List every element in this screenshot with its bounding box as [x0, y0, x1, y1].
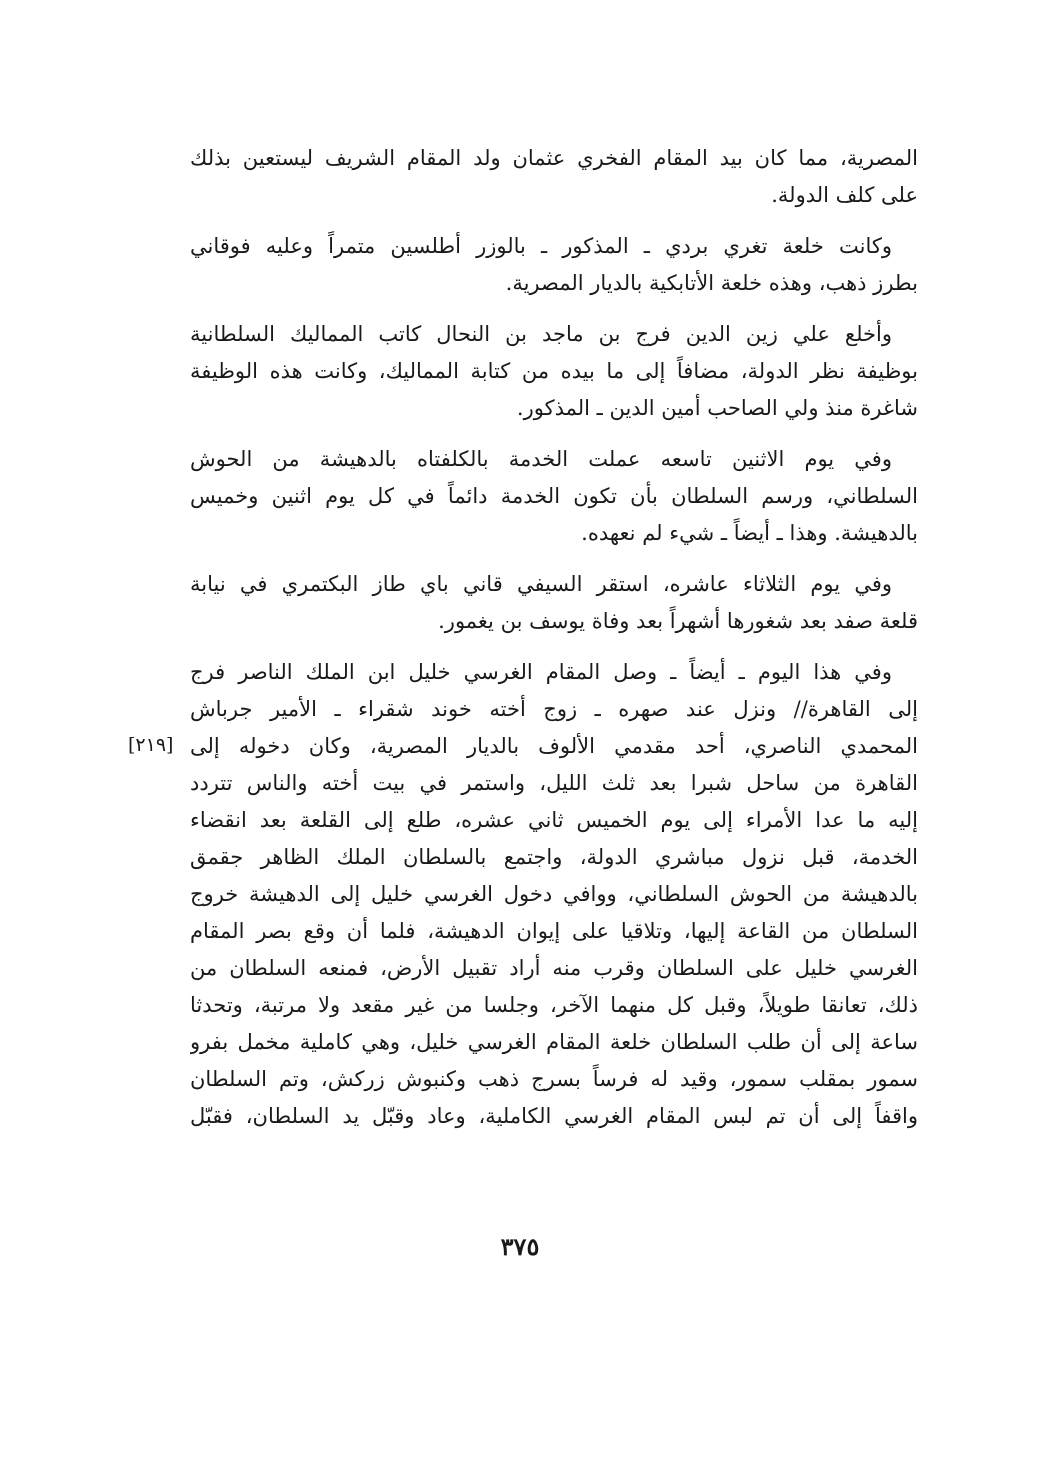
text-line: على كلف الدولة.: [771, 183, 918, 207]
text-line: بطرز ذهب، وهذه خلعة الأتابكية بالديار المصرية.: [505, 271, 918, 295]
paragraph-3: [190, 316, 918, 427]
text-line: وأخلع علي زين الدين فرج بن ماجد بن النحال كاتب المماليك السلطانية: [190, 322, 892, 346]
text-line: وفي يوم الثلاثاء عاشره، استقر السيفي قاني باي طاز البكتمري في نيابة: [190, 572, 892, 596]
paragraph-6: [190, 654, 918, 1135]
paragraph-1: [190, 140, 918, 214]
text-line: شاغرة منذ ولي الصاحب أمين الدين ـ المذكور.: [516, 396, 918, 420]
text-line: ذلك، تعانقا طويلاً، وقبل كل منهما الآخر، وجلسا من غير مقعد ولا مرتبة، وتحدثا: [190, 993, 918, 1017]
text-line: سمور بمقلب سمور، وقيد له فرساً بسرج ذهب وكنبوش زركش، وتم السلطان: [190, 1067, 918, 1091]
text-line: إلى القاهرة// ونزل عند صهره ـ زوج أخته خوند شقراء ـ الأمير جرباش: [190, 697, 918, 721]
text-line: المصرية، مما كان بيد المقام الفخري عثمان ولد المقام الشريف ليستعين بذلك: [190, 146, 918, 170]
text-line: الخدمة، قبل نزول مباشري الدولة، واجتمع بالسلطان الملك الظاهر جقمق: [190, 845, 918, 869]
text-line: السلطان من القاعة إليها، وتلاقيا على إيوان الدهيشة، فلما أن وقع بصر المقام: [190, 919, 918, 943]
text-line: بوظيفة نظر الدولة، مضافاً إلى ما بيده من كتابة المماليك، وكانت هذه الوظيفة: [190, 359, 918, 383]
text-line: الغرسي خليل على السلطان وقرب منه أراد تقبيل الأرض، فمنعه السلطان من: [190, 956, 918, 980]
main-text: [190, 140, 918, 1149]
paragraph-2: [190, 228, 918, 302]
text-line: قلعة صفد بعد شغورها أشهراً بعد وفاة يوسف بن يغمور.: [438, 609, 918, 633]
text-line: ساعة إلى أن طلب السلطان خلعة المقام الغرسي خليل، وهي كاملية مخمل بفرو: [190, 1030, 918, 1054]
page-number: ٣٧٥: [500, 1232, 540, 1261]
text-line: وفي يوم الاثنين تاسعه عملت الخدمة بالكلفتاه بالدهيشة من الحوش: [190, 447, 892, 471]
text-line: واقفاً إلى أن تم لبس المقام الغرسي الكاملية، وعاد وقبّل يد السلطان، فقبّل: [190, 1104, 918, 1128]
text-line: القاهرة من ساحل شبرا بعد ثلث الليل، واستمر في بيت أخته والناس تتردد: [190, 771, 918, 795]
text-line: بالدهيشة. وهذا ـ أيضاً ـ شيء لم نعهده.: [581, 521, 918, 545]
paragraph-4: [190, 441, 918, 552]
text-line: إليه ما عدا الأمراء إلى يوم الخميس ثاني عشره، طلع إلى القلعة بعد انقضاء: [190, 808, 918, 832]
text-line: وفي هذا اليوم ـ أيضاً ـ وصل المقام الغرسي خليل ابن الملك الناصر فرج: [190, 660, 892, 684]
text-line: السلطاني، ورسم السلطان بأن تكون الخدمة دائماً في كل يوم اثنين وخميس: [190, 484, 918, 508]
paragraph-5: [190, 566, 918, 640]
margin-folio-note: [٢١٩]: [128, 734, 174, 756]
text-line: المحمدي الناصري، أحد مقدمي الألوف بالديار المصرية، وكان دخوله إلى: [190, 734, 918, 758]
text-line: بالدهيشة من الحوش السلطاني، ووافي دخول الغرسي خليل إلى الدهيشة خروج: [190, 882, 918, 906]
text-line: وكانت خلعة تغري بردي ـ المذكور ـ بالوزر أطلسين متمراً وعليه فوقاني: [190, 234, 892, 258]
